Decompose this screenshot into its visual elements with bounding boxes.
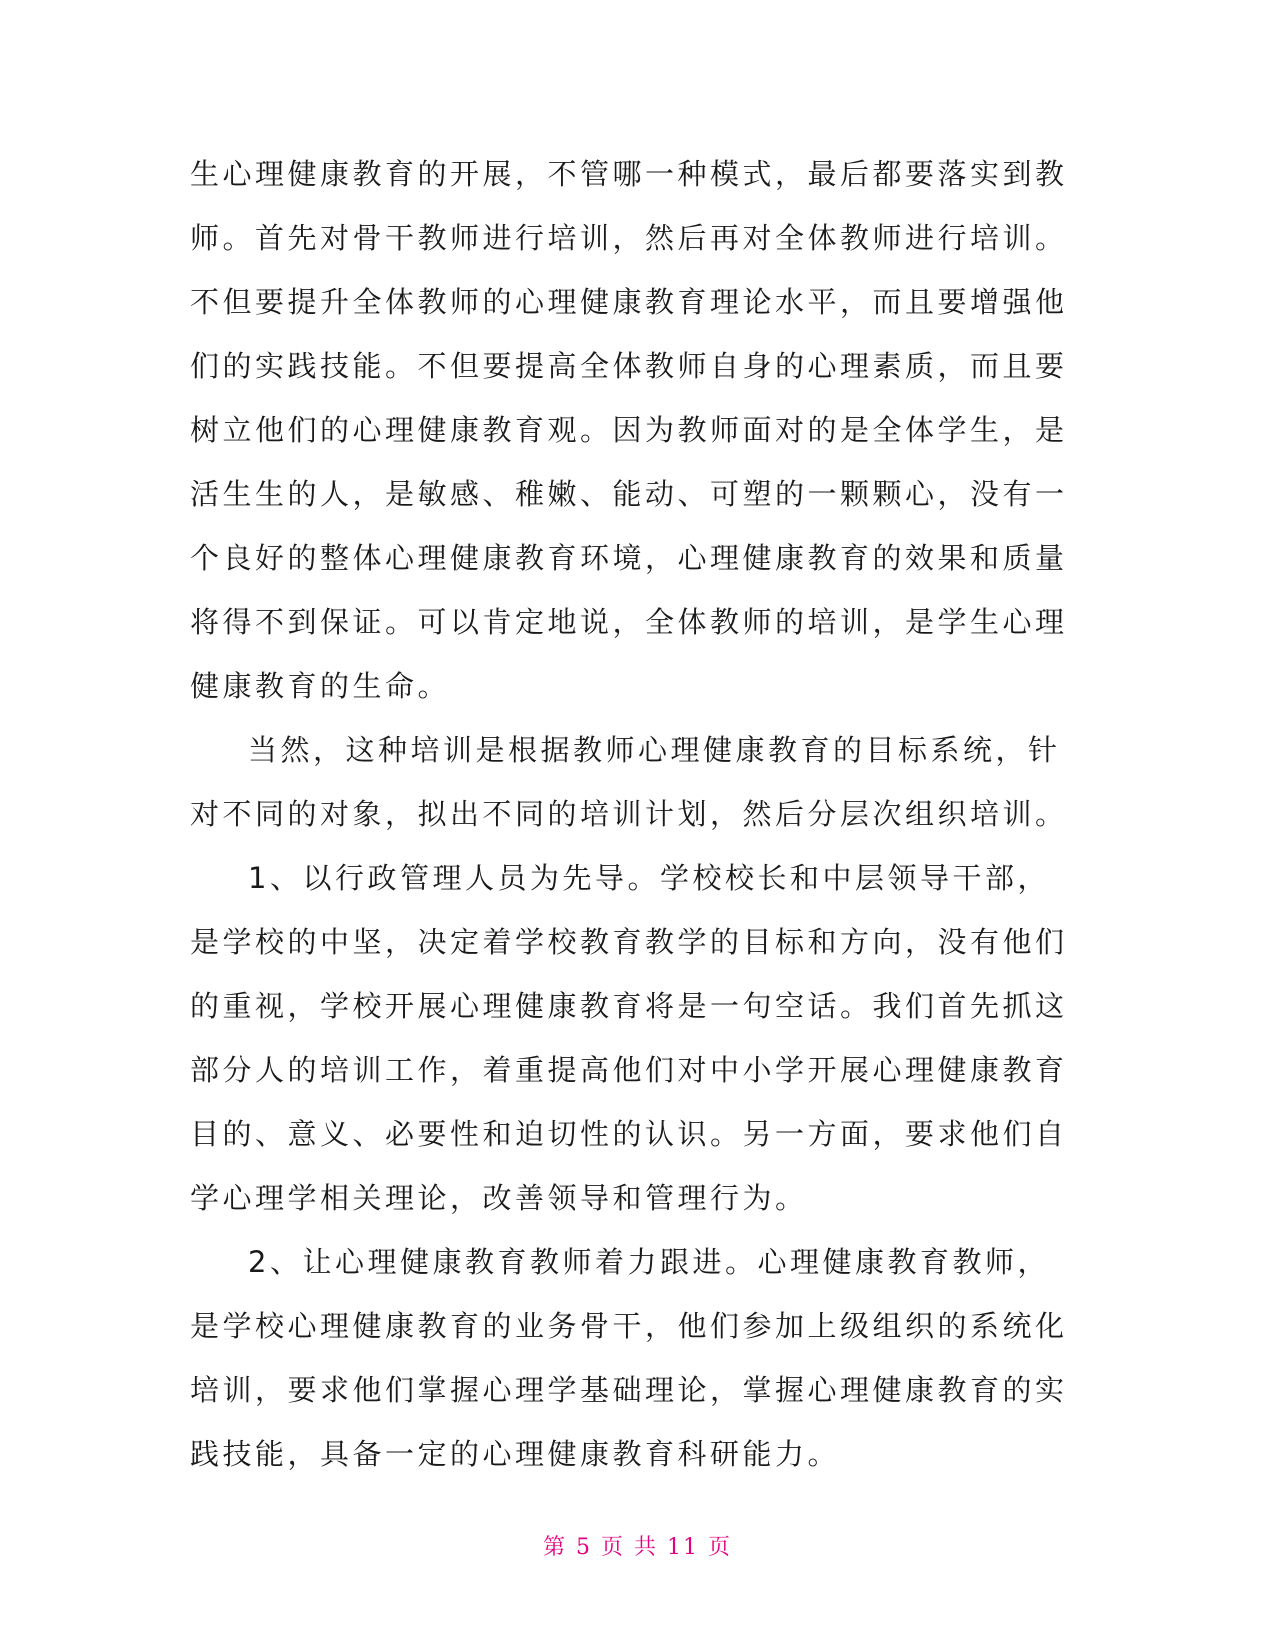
text-line: 师。首先对骨干教师进行培训，然后再对全体教师进行培训。	[190, 221, 1068, 255]
text-line: 目的、意义、必要性和迫切性的认识。另一方面，要求他们自	[190, 1117, 1068, 1151]
page-number-footer: 第 5 页 共 11 页	[543, 1535, 732, 1560]
text-line: 健康教育的生命。	[190, 669, 451, 703]
text-line: 部分人的培训工作，着重提高他们对中小学开展心理健康教育	[190, 1053, 1068, 1087]
text-line: 对不同的对象，拟出不同的培训计划，然后分层次组织培训。	[190, 797, 1068, 831]
text-line: 生心理健康教育的开展，不管哪一种模式，最后都要落实到教	[190, 157, 1068, 191]
text-line: 的重视，学校开展心理健康教育将是一句空话。我们首先抓这	[190, 989, 1068, 1023]
paragraph-start-line: 当然，这种培训是根据教师心理健康教育的目标系统，针	[248, 733, 1061, 767]
text-line: 不但要提升全体教师的心理健康教育理论水平，而且要增强他	[190, 285, 1068, 319]
text-line: 们的实践技能。不但要提高全体教师自身的心理素质，而且要	[190, 349, 1068, 383]
paragraph-start-line: 2、让心理健康教育教师着力跟进。心理健康教育教师，	[248, 1245, 1050, 1279]
text-line: 培训，要求他们掌握心理学基础理论，掌握心理健康教育的实	[190, 1373, 1068, 1407]
text-line: 树立他们的心理健康教育观。因为教师面对的是全体学生，是	[190, 413, 1068, 447]
text-line: 学心理学相关理论，改善领导和管理行为。	[190, 1181, 808, 1215]
text-line: 是学校的中坚，决定着学校教育教学的目标和方向，没有他们	[190, 925, 1068, 959]
document-body	[190, 142, 1090, 1486]
text-line: 活生生的人，是敏感、稚嫩、能动、可塑的一颗颗心，没有一	[190, 477, 1068, 511]
text-line: 是学校心理健康教育的业务骨干，他们参加上级组织的系统化	[190, 1309, 1068, 1343]
text-line: 将得不到保证。可以肯定地说，全体教师的培训，是学生心理	[190, 605, 1068, 639]
text-line: 践技能，具备一定的心理健康教育科研能力。	[190, 1437, 841, 1471]
paragraph-start-line: 1、以行政管理人员为先导。学校校长和中层领导干部，	[248, 861, 1050, 895]
text-line: 个良好的整体心理健康教育环境，心理健康教育的效果和质量	[190, 541, 1068, 575]
